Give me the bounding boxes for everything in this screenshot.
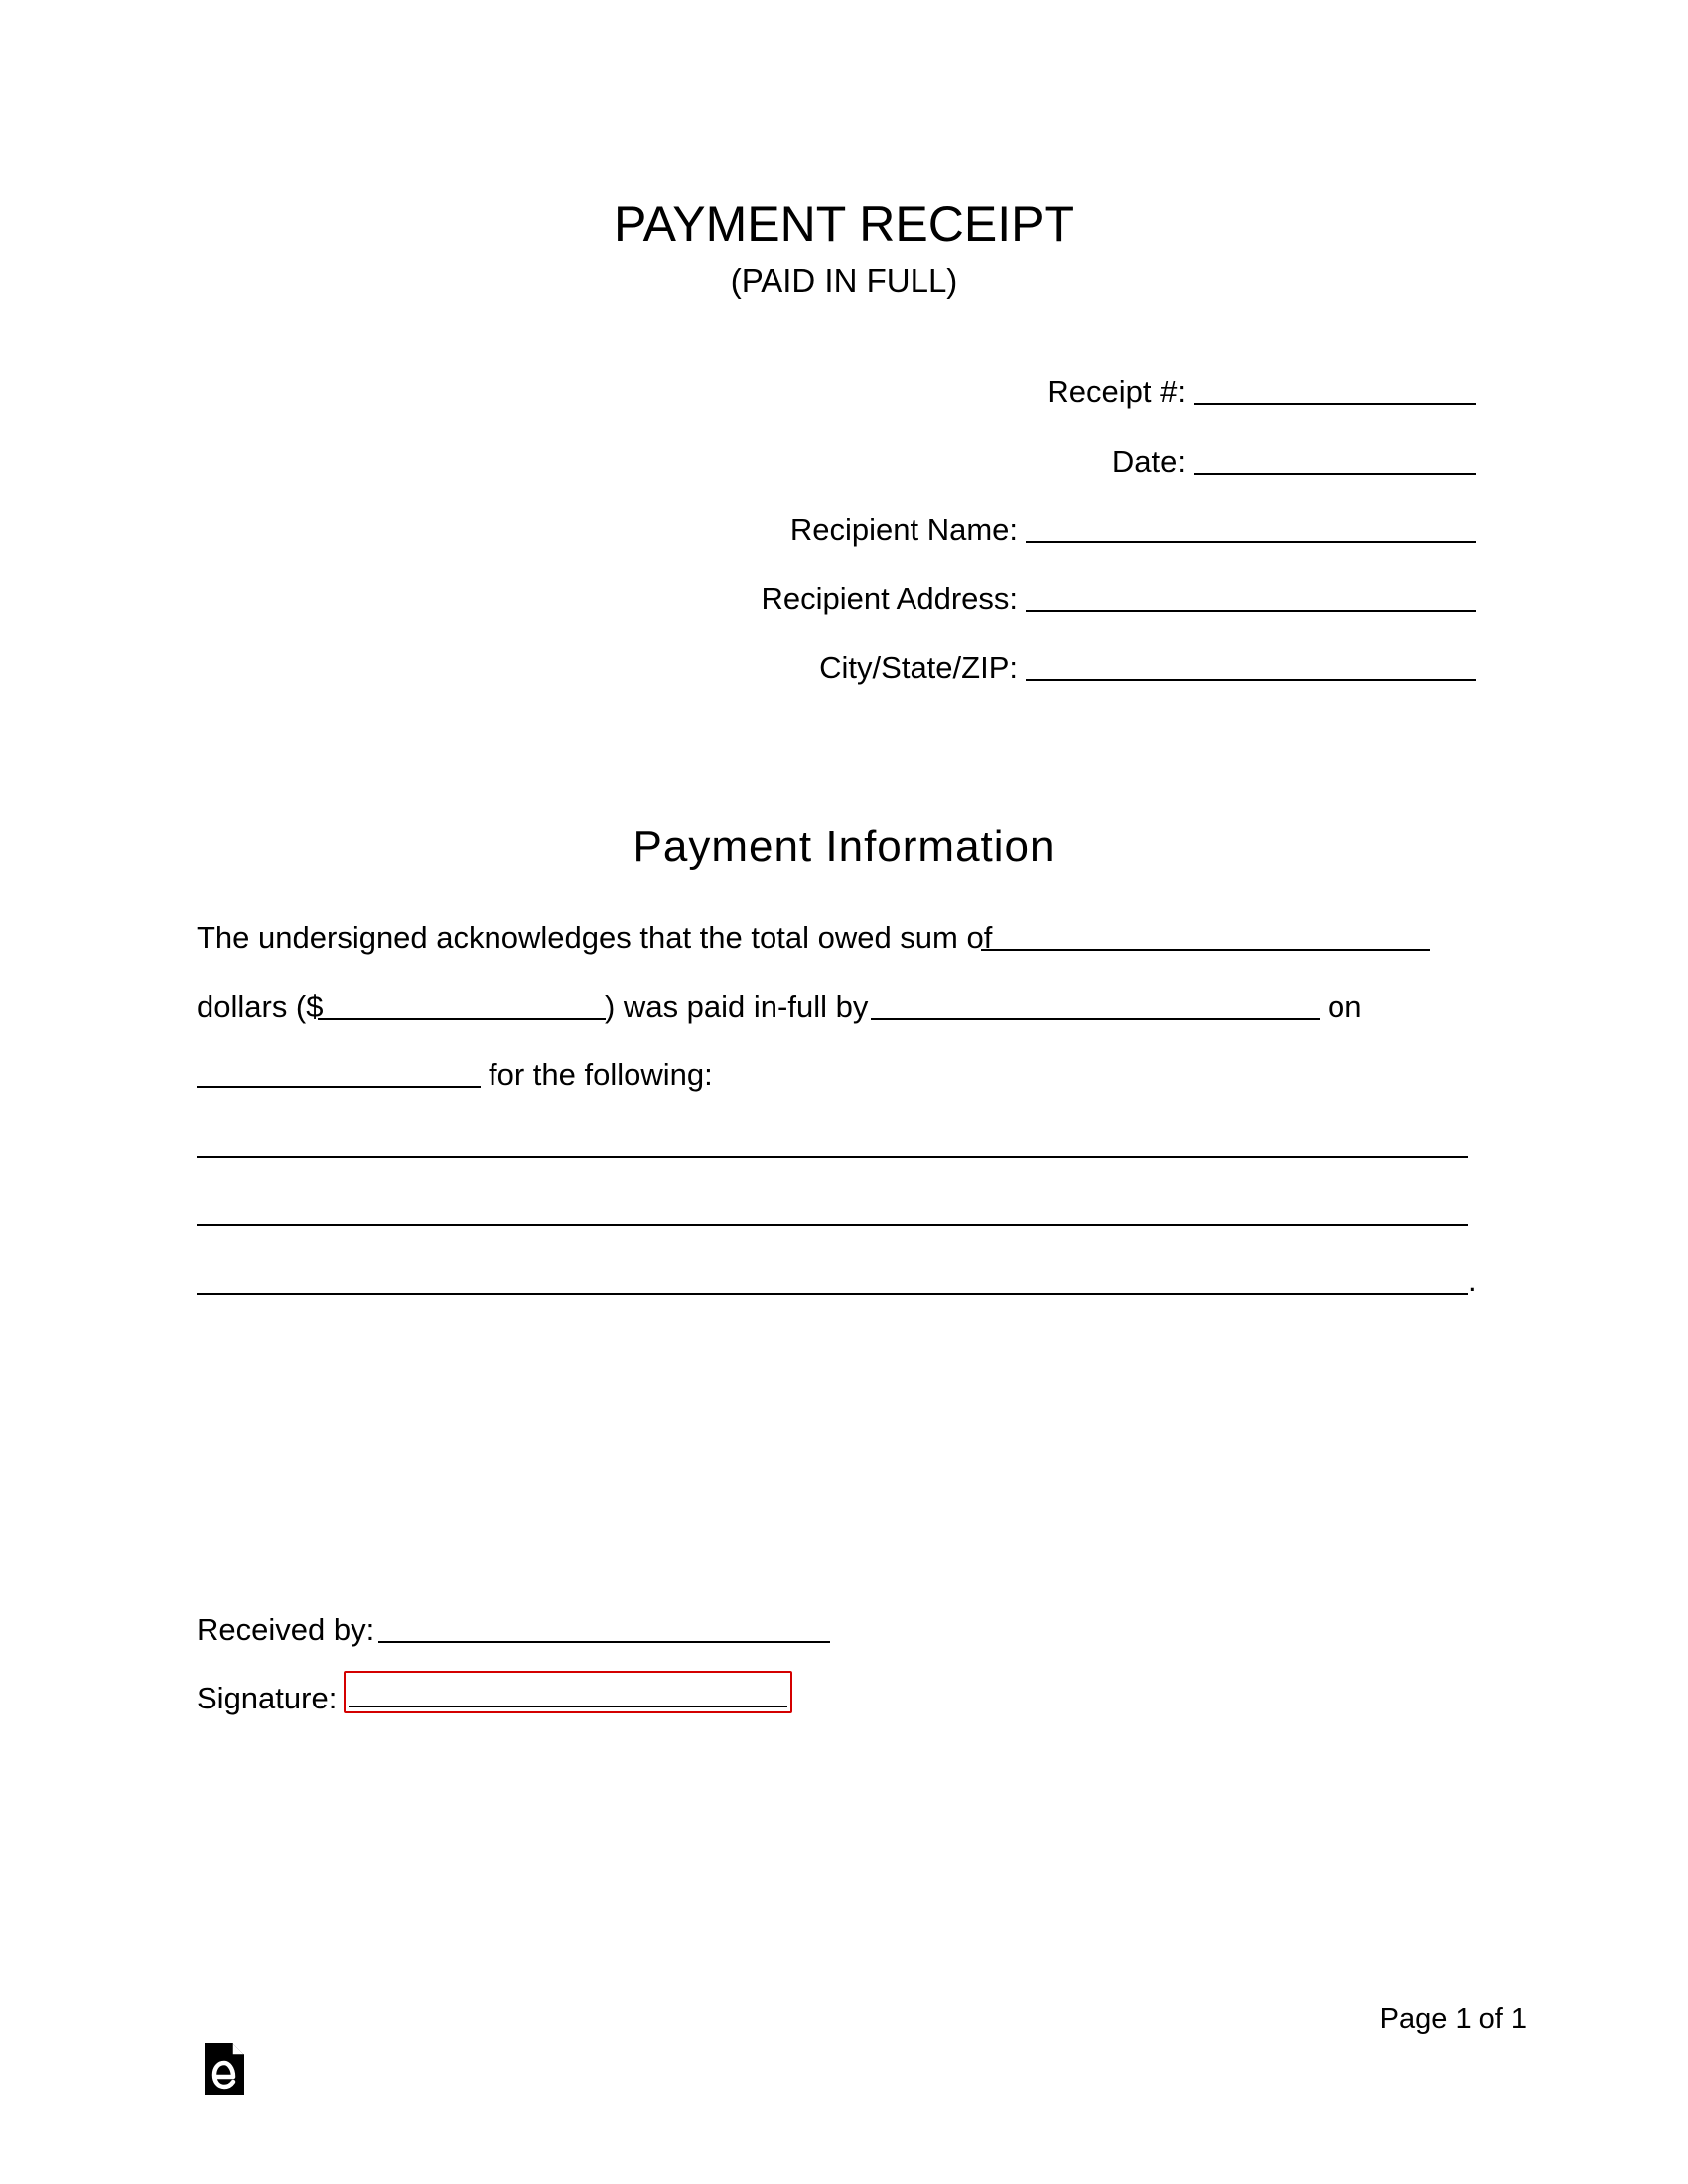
dollars-prefix-text: dollars ($ xyxy=(197,989,324,1024)
document-subtitle: (PAID IN FULL) xyxy=(730,262,958,299)
city-state-zip-field[interactable] xyxy=(1026,679,1476,681)
receipt-number-label: Receipt #: xyxy=(1047,374,1186,409)
document-e-icon xyxy=(205,2043,244,2095)
recipient-address-field[interactable] xyxy=(1026,610,1476,612)
signature-field[interactable] xyxy=(344,1671,792,1713)
description-line-1[interactable] xyxy=(197,1156,1468,1158)
description-line-2[interactable] xyxy=(197,1224,1468,1226)
received-by-field[interactable] xyxy=(378,1641,830,1643)
on-text: on xyxy=(1328,989,1362,1024)
receipt-number-field[interactable] xyxy=(1194,403,1476,405)
signature-line xyxy=(349,1706,787,1707)
payment-date-field[interactable] xyxy=(197,1086,481,1088)
recipient-name-field[interactable] xyxy=(1026,541,1476,543)
description-line-3[interactable] xyxy=(197,1293,1468,1295)
dollar-amount-field[interactable] xyxy=(318,1018,606,1020)
document-title: PAYMENT RECEIPT xyxy=(614,197,1074,252)
acknowledgement-text: The undersigned acknowledges that the total owed sum of xyxy=(197,920,993,955)
page-number: Page 1 of 1 xyxy=(1379,2003,1527,2035)
owed-sum-words-field[interactable] xyxy=(981,949,1430,951)
received-by-label: Received by: xyxy=(197,1612,375,1647)
date-label: Date: xyxy=(1111,444,1186,478)
recipient-name-label: Recipient Name: xyxy=(789,512,1018,547)
recipient-address-label: Recipient Address: xyxy=(761,581,1018,615)
signature-label: Signature: xyxy=(197,1681,338,1715)
city-state-zip-label: City/State/ZIP: xyxy=(819,650,1018,685)
paid-by-field[interactable] xyxy=(871,1018,1320,1020)
payment-information-heading: Payment Information xyxy=(633,822,1055,871)
description-end-period: . xyxy=(1468,1263,1477,1297)
for-the-following-text: for the following: xyxy=(489,1057,713,1092)
date-field[interactable] xyxy=(1194,473,1476,475)
paid-by-text: ) was paid in-full by xyxy=(605,989,869,1024)
